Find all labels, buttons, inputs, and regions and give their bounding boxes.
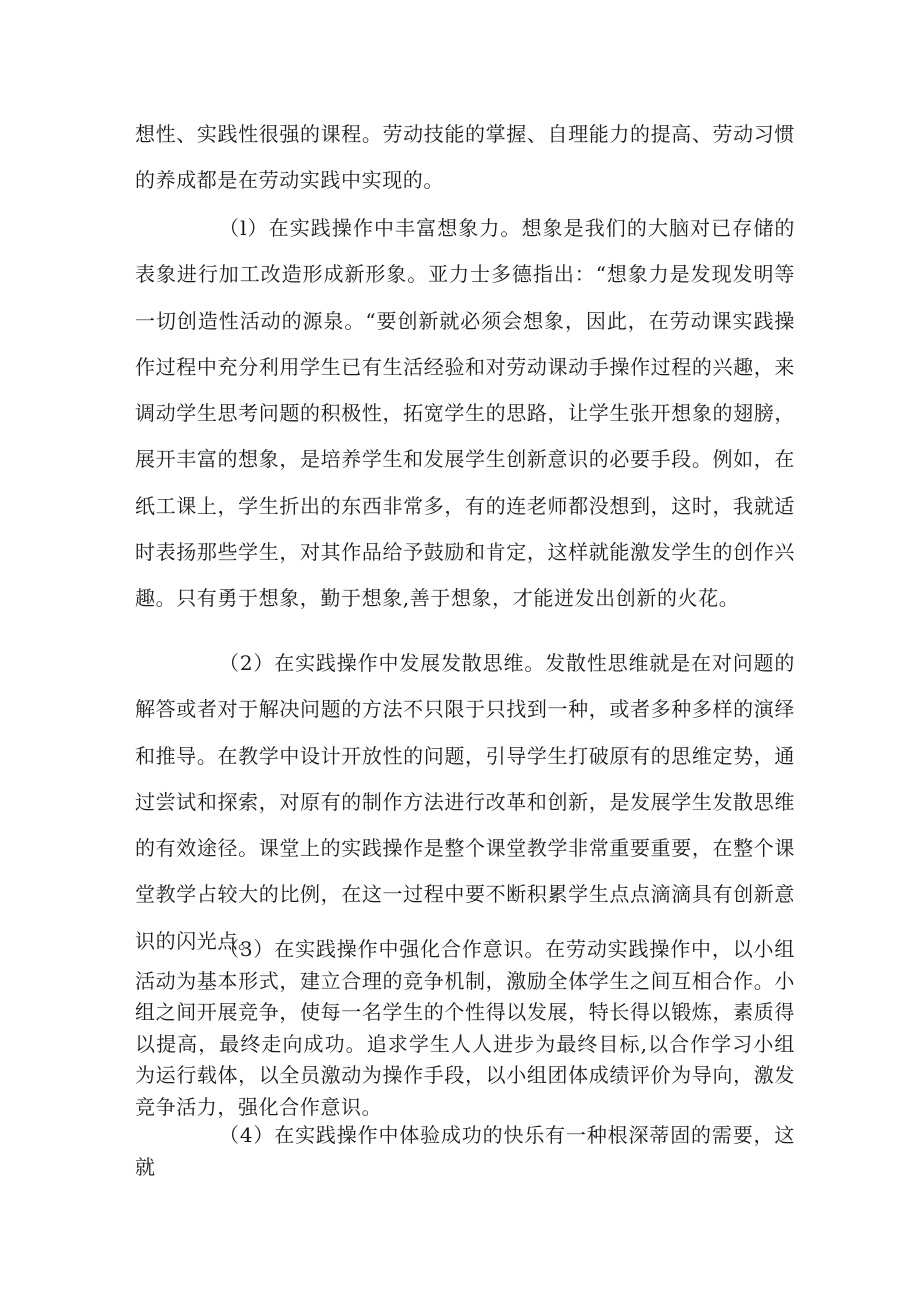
paragraph-success-experience: （4）在实践操作中体验成功的快乐有一种根深蒂固的需要，这就: [135, 1123, 795, 1179]
paragraph-divergent-thinking: （2）在实践操作中发展发散思维。发散性思维就是在对问题的解答或者对于解决问题的方法不只限于只找到一种，或者多种多样的演绎和推导。在教学中设计开放性的问题，引导学生打破原有的思维定势，通过尝试和探索，对原有的制作方法进行改革和创新，是发展学生发散思维的有效途径。课堂上的实践操作是整个课堂教学非常重要重要，在整个课堂教学占较大的比例，在这一过程中要不断积累学生点点滴滴具有创新意识的闪光点。: [135, 651, 795, 953]
paragraph-course-intro-continuation: 想性、实践性很强的课程。劳动技能的掌握、自理能力的提高、劳动习惯的养成都是在劳动实践中实现的。: [135, 122, 795, 193]
paragraph-imagination: （l）在实践操作中丰富想象力。想象是我们的大脑对已存储的表象进行加工改造形成新形象。亚力士多德指出：“想象力是发现发明等一切创造性活动的源泉。“要创新就必须会想象，因此，在劳动课实践操作过程中充分利用学生已有生活经验和对劳动课动手操作过程的兴趣，来调动学生思考问题的积极性，拓宽学生的思路，让学生张开想象的翅膀，展开丰富的想象，是培养学生和发展学生创新意识的必要手段。例如，在纸工课上，学生折出的东西非常多，有的连老师都没想到，这时，我就适时表扬那些学生，对其作品给予鼓励和肯定，这样就能激发学生的创作兴趣。只有勇于想象，勤于想象,善于想象，才能迸发出创新的火花。: [135, 216, 795, 611]
paragraph-cooperation: （3）在实践操作中强化合作意识。在劳动实践操作中，以小组活动为基本形式，建立合理的竞争机制，激励全体学生之间互相合作。小组之间开展竞争，使每一名学生的个性得以发展，特长得以锻炼，素质得以提高，最终走向成功。追求学生人人进步为最终目标,以合作学习小组为运行载体，以全员激动为操作手段，以小组团体成绩评价为导向，激发竞争活力，强化合作意识。: [135, 937, 795, 1119]
